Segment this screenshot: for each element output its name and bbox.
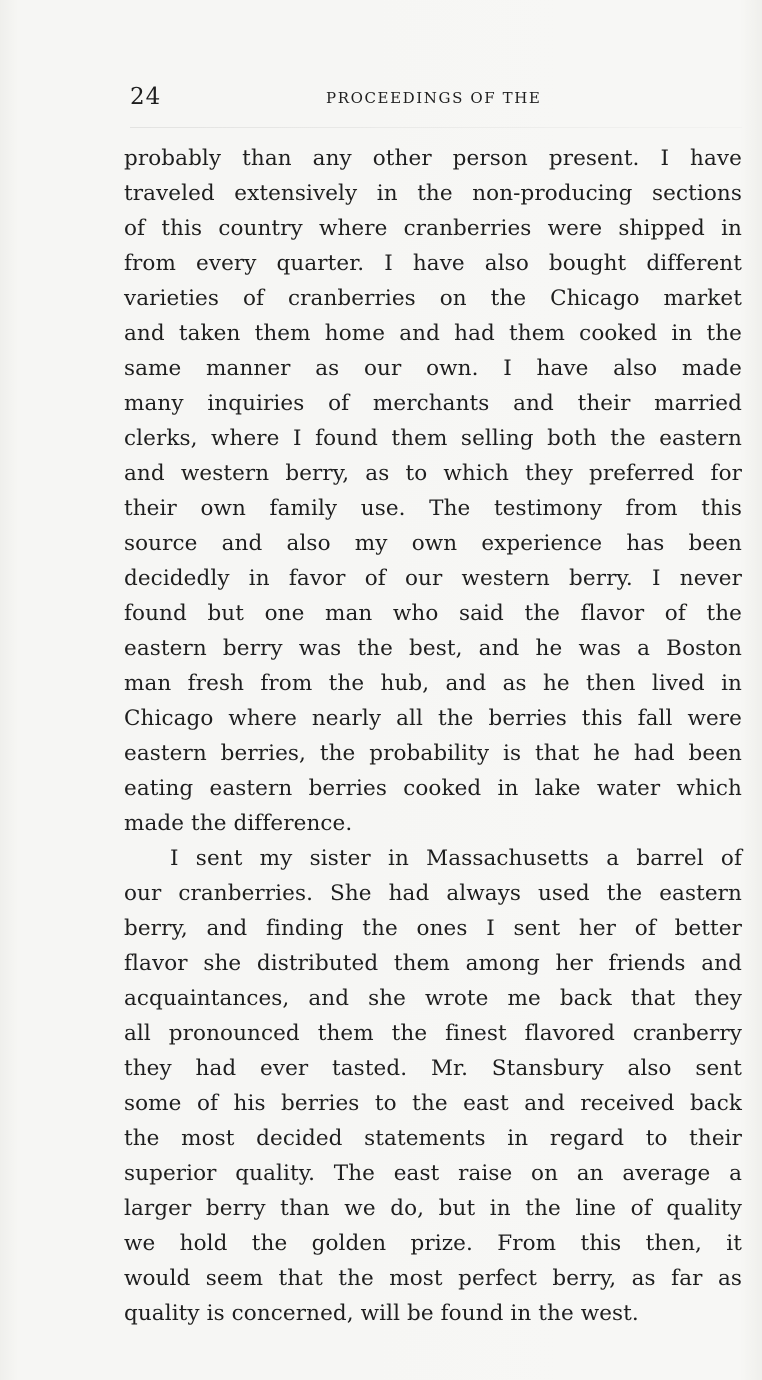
text-line: of this country where cranberries were shipped in [124, 216, 742, 241]
text-line: larger berry than we do, but in the line of quality [124, 1196, 742, 1221]
text-line: eastern berry was the best, and he was a Boston [124, 636, 742, 661]
text-line: all pronounced them the finest flavored cranberry [124, 1021, 742, 1046]
paragraph-1 [124, 141, 742, 841]
text-line: superior quality. The east raise on an average a [124, 1161, 742, 1186]
text-line: source and also my own experience has been [124, 531, 742, 556]
text-line: many inquiries of merchants and their married [124, 391, 742, 416]
header-rule [130, 127, 742, 128]
text-line: clerks, where I found them selling both the eastern [124, 426, 742, 451]
paragraph-2 [124, 841, 742, 1331]
text-line: our cranberries. She had always used the eastern [124, 881, 742, 906]
page-header [130, 84, 742, 124]
text-line: and western berry, as to which they preferred for [124, 461, 742, 486]
text-line: their own family use. The testimony from this [124, 496, 742, 521]
text-line: traveled extensively in the non-producing sections [124, 181, 742, 206]
text-line: same manner as our own. I have also made [124, 356, 742, 381]
text-line: they had ever tasted. Mr. Stansbury also sent [124, 1056, 742, 1081]
text-line: varieties of cranberries on the Chicago market [124, 286, 742, 311]
text-line: the most decided statements in regard to their [124, 1126, 742, 1151]
text-line: made the difference. [124, 811, 353, 836]
body-text [124, 141, 742, 1331]
text-line: would seem that the most perfect berry, as far as [124, 1266, 742, 1291]
text-line: from every quarter. I have also bought different [124, 251, 742, 276]
text-line: decidedly in favor of our western berry. I never [124, 566, 742, 591]
text-line: flavor she distributed them among her friends and [124, 951, 742, 976]
text-line: acquaintances, and she wrote me back that they [124, 986, 742, 1011]
text-line: eating eastern berries cooked in lake water which [124, 776, 742, 801]
text-line: berry, and finding the ones I sent her of better [124, 916, 742, 941]
page-number: 24 [130, 84, 162, 110]
text-line: eastern berries, the probability is that he had been [124, 741, 742, 766]
text-line: I sent my sister in Massachusetts a barrel of [170, 846, 742, 871]
text-line: probably than any other person present. I have [124, 146, 742, 171]
text-line: and taken them home and had them cooked in the [124, 321, 742, 346]
text-line: quality is concerned, will be found in the west. [124, 1301, 639, 1326]
text-line: man fresh from the hub, and as he then lived in [124, 671, 742, 696]
text-line: some of his berries to the east and received back [124, 1091, 742, 1116]
text-line: we hold the golden prize. From this then, it [124, 1231, 742, 1256]
running-head: PROCEEDINGS OF THE [326, 89, 542, 107]
text-line: found but one man who said the flavor of the [124, 601, 742, 626]
text-line: Chicago where nearly all the berries this fall were [124, 706, 742, 731]
